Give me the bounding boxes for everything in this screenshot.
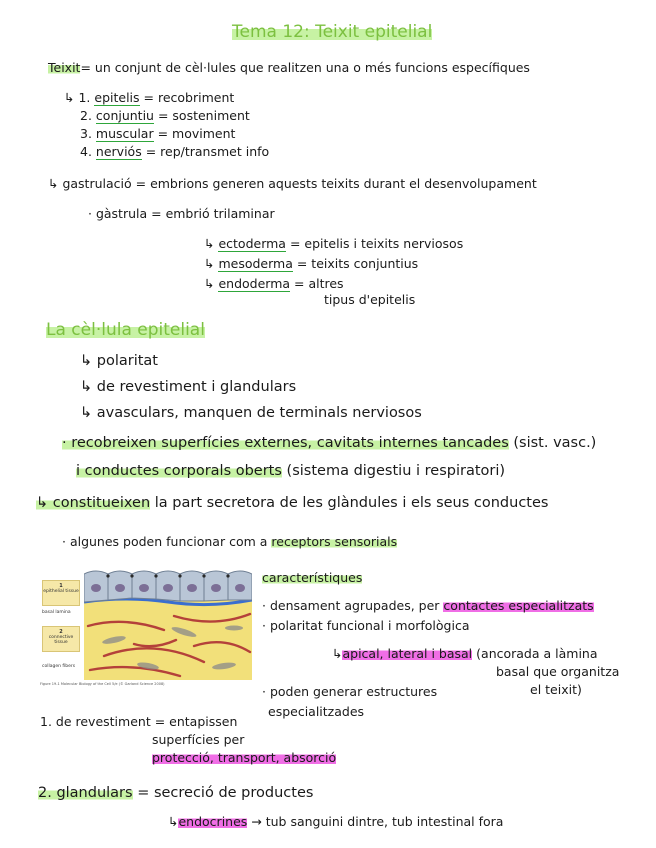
page-title: Tema 12: Teixit epitelial [232,22,433,42]
list-item: 4. nerviós = rep/transmet info [80,144,270,159]
germ-layer: ↳ endoderma = altres [204,276,344,291]
receptors-line: · algunes poden funcionar com a receptors sensorials [62,534,398,549]
legend-basal: basal lamina [42,610,71,615]
germ-layer: ↳ ectoderma = epitelis i teixits nerviosos [204,236,464,251]
germ-layer-continued: tipus d'epitelis [324,292,416,307]
characteristic-item: ↳apical, lateral i basal (ancorada a làmina [332,646,598,661]
figure-caption: Figure 19-1 Molecular Biology of the Cell 5/e (© Garland Science 2008) [40,682,165,686]
list-item: 3. muscular = moviment [80,126,236,141]
definition-line [48,62,530,75]
characteristic-item-cont: especialitzades [268,704,365,719]
gastrula-line: · gàstrula = embrió trilaminar [88,206,275,221]
characteristic-item: · polaritat funcional i morfològica [262,618,470,633]
germ-layer: ↳ mesoderma = teixits conjuntius [204,256,419,271]
revestiment-line-3: protecció, transport, absorció [152,750,337,765]
glandulars-sub: ↳endocrines → tub sanguini dintre, tub intestinal fora [168,814,504,829]
characteristics-heading: característiques [262,570,363,585]
tissue-illustration [84,566,252,680]
property-item: ↳ de revestiment i glandulars [80,379,297,395]
constitueixen-line: ↳ constitueixen la part secretora de les glàndules i els seus conductes [36,495,549,511]
property-item: ↳ polaritat [80,353,158,369]
revestiment-line-2: superfícies per [152,732,245,747]
revestiment-line: 1. de revestiment = entapissen [40,714,238,729]
glandulars-line: 2. glandulars = secreció de productes [38,785,314,801]
section-heading: La cèl·lula epitelial [46,320,205,340]
definition-text: = un conjunt de cèl·lules que realitzen una o més funcions específiques [80,60,530,75]
definition-term: Teixit [48,60,81,75]
recobreixen-line: · recobreixen superfícies externes, cavitats internes tancades (sist. vasc.) [62,435,597,451]
property-item: ↳ avasculars, manquen de terminals nerviosos [80,405,422,421]
recobreixen-line-2: i conductes corporals oberts (sistema digestiu i respiratori) [76,463,506,479]
list-item: 2. conjuntiu = sosteniment [80,108,250,123]
characteristic-item-cont: el teixit) [530,682,582,697]
list-item: ↳ 1. epitelis = recobriment [64,90,235,105]
legend-connective: 2 connective tissue [42,626,80,652]
characteristic-item: · densament agrupades, per contactes especialitzats [262,598,594,613]
characteristic-item: · poden generar estructures [262,684,438,699]
epithelium-figure [40,566,252,688]
characteristic-item-cont: basal que organitza [496,664,620,679]
legend-epithelial: 1 epithelial tissue [42,580,80,606]
gastrulation-line: ↳ gastrulació = embrions generen aquests teixits durant el desenvolupament [48,176,537,191]
figure-legend [40,566,82,684]
legend-collagen: collagen fibers [42,664,76,669]
